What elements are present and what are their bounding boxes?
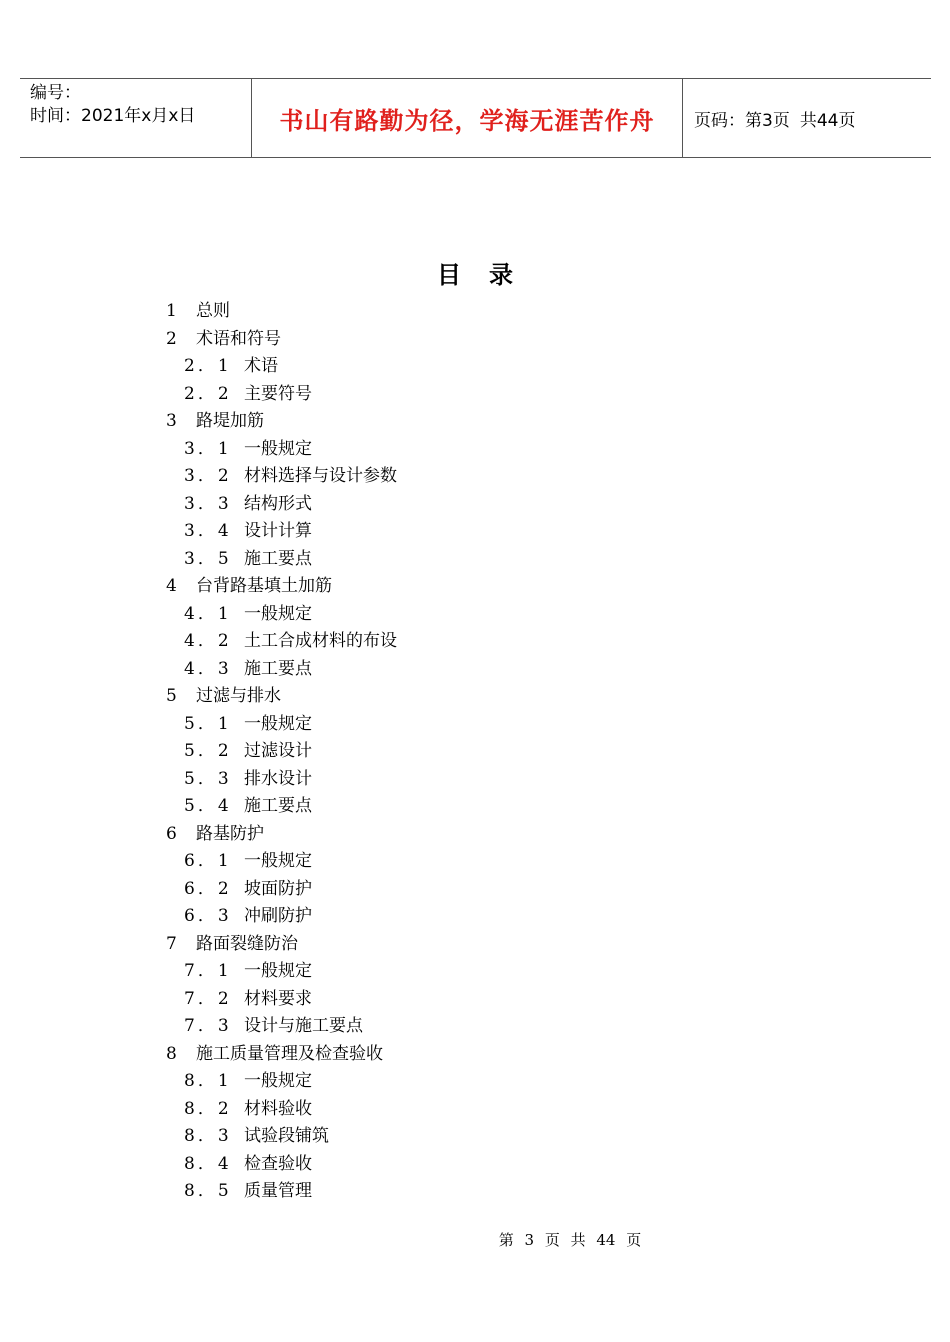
toc-item-number: 8．1: [184, 1071, 232, 1091]
toc-section: [166, 353, 397, 381]
toc-item-text: 路面裂缝防治: [196, 933, 298, 954]
page-footer: 第 3 页 共 44 页: [498, 1231, 642, 1249]
toc-item-text: 材料要求: [244, 988, 312, 1009]
toc-item-number: 8: [166, 1043, 177, 1064]
page-header: [20, 78, 931, 158]
toc-item-number: 7．1: [184, 961, 232, 981]
toc-item-text: 主要符号: [244, 383, 312, 404]
toc-item-number: 5．2: [184, 741, 232, 761]
toc-item-number: 2．1: [184, 356, 232, 376]
toc-item-text: 冲刷防护: [244, 906, 312, 926]
toc-item-text: 施工要点: [244, 548, 312, 569]
header-page-info: [683, 79, 931, 157]
toc-section: [166, 381, 397, 409]
toc-section: [166, 656, 397, 684]
toc-chapter: [166, 821, 397, 849]
toc-section: [166, 1151, 397, 1179]
toc-chapter: [166, 1041, 397, 1069]
table-of-contents: [166, 298, 397, 1206]
toc-section: [166, 986, 397, 1014]
header-motto: 书山有路勤为径，学海无涯苦作舟: [252, 79, 683, 157]
toc-item-text: 台背路基填土加筋: [196, 576, 332, 596]
toc-item-number: 6．3: [184, 906, 232, 926]
toc-item-text: 结构形式: [244, 493, 312, 514]
toc-item-text: 路基防护: [196, 823, 264, 844]
toc-section: [166, 601, 397, 629]
toc-item-number: 8．3: [184, 1126, 232, 1146]
toc-section: [166, 903, 397, 931]
toc-item-text: 术语和符号: [196, 328, 281, 349]
toc-item-text: 质量管理: [244, 1181, 312, 1201]
toc-item-number: 4．1: [184, 603, 232, 624]
toc-item-number: 8．4: [184, 1153, 232, 1174]
toc-item-text: 一般规定: [244, 851, 312, 871]
toc-item-number: 8．5: [184, 1181, 232, 1201]
toc-item-number: 3．5: [184, 548, 232, 569]
toc-item-number: 3: [166, 411, 177, 431]
header-page-label: 页码：第3页: [694, 110, 790, 131]
toc-chapter: [166, 683, 397, 711]
toc-item-text: 施工要点: [244, 796, 312, 816]
toc-item-text: 施工要点: [244, 658, 312, 679]
header-total-label: 共44页: [799, 110, 856, 131]
toc-section: [166, 738, 397, 766]
toc-item-number: 3．1: [184, 438, 232, 459]
toc-item-number: 6．2: [184, 878, 232, 899]
toc-section: [166, 436, 397, 464]
toc-chapter: [166, 298, 397, 326]
toc-section: [166, 518, 397, 546]
toc-title: 目录: [437, 261, 541, 289]
toc-section: [166, 711, 397, 739]
toc-item-text: 排水设计: [244, 768, 312, 789]
toc-section: [166, 848, 397, 876]
toc-item-text: 一般规定: [244, 438, 312, 459]
toc-chapter: [166, 931, 397, 959]
toc-item-text: 施工质量管理及检查验收: [196, 1043, 383, 1064]
toc-section: [166, 1123, 397, 1151]
toc-item-number: 5: [166, 686, 177, 706]
toc-item-number: 8．2: [184, 1098, 232, 1119]
toc-item-number: 3．2: [184, 466, 232, 486]
toc-section: [166, 628, 397, 656]
toc-section: [166, 1068, 397, 1096]
toc-item-text: 设计计算: [244, 521, 312, 541]
toc-item-text: 术语: [244, 356, 278, 376]
toc-item-text: 一般规定: [244, 713, 312, 734]
toc-section: [166, 1178, 397, 1206]
toc-section: [166, 546, 397, 574]
toc-section: [166, 1096, 397, 1124]
toc-item-number: 3．3: [184, 493, 232, 514]
toc-item-number: 5．1: [184, 713, 232, 734]
toc-item-number: 5．4: [184, 796, 232, 816]
toc-item-number: 5．3: [184, 768, 232, 789]
toc-item-number: 3．4: [184, 521, 232, 541]
toc-item-number: 7．3: [184, 1016, 232, 1036]
toc-chapter: [166, 408, 397, 436]
toc-section: [166, 958, 397, 986]
toc-item-text: 设计与施工要点: [244, 1016, 363, 1036]
toc-item-number: 2．2: [184, 383, 232, 404]
toc-item-text: 材料验收: [244, 1098, 312, 1119]
toc-chapter: [166, 573, 397, 601]
toc-item-number: 2: [166, 328, 177, 349]
document-time-label: 时间：2021年x月x日: [30, 106, 196, 126]
toc-item-text: 过滤与排水: [196, 686, 281, 706]
toc-item-text: 坡面防护: [244, 878, 312, 899]
toc-item-text: 一般规定: [244, 603, 312, 624]
toc-item-number: 4: [166, 576, 177, 596]
toc-item-text: 试验段铺筑: [244, 1126, 329, 1146]
document-number-label: 编号：: [30, 83, 81, 103]
toc-item-number: 7．2: [184, 988, 232, 1009]
toc-item-number: 6: [166, 823, 177, 844]
toc-item-text: 一般规定: [244, 961, 312, 981]
toc-section: [166, 766, 397, 794]
toc-item-text: 土工合成材料的布设: [244, 631, 397, 651]
toc-item-text: 总则: [196, 301, 230, 321]
toc-item-number: 6．1: [184, 851, 232, 871]
toc-item-text: 材料选择与设计参数: [244, 466, 397, 486]
toc-item-text: 检查验收: [244, 1153, 312, 1174]
toc-section: [166, 793, 397, 821]
toc-chapter: [166, 326, 397, 354]
header-meta: [20, 79, 252, 157]
toc-section: [166, 463, 397, 491]
toc-item-text: 路堤加筋: [196, 411, 264, 431]
toc-section: [166, 1013, 397, 1041]
toc-item-text: 一般规定: [244, 1071, 312, 1091]
toc-item-number: 1: [166, 301, 177, 321]
toc-section: [166, 491, 397, 519]
toc-item-number: 4．3: [184, 658, 232, 679]
toc-item-number: 4．2: [184, 631, 232, 651]
toc-section: [166, 876, 397, 904]
toc-item-number: 7: [166, 933, 177, 954]
toc-item-text: 过滤设计: [244, 741, 312, 761]
